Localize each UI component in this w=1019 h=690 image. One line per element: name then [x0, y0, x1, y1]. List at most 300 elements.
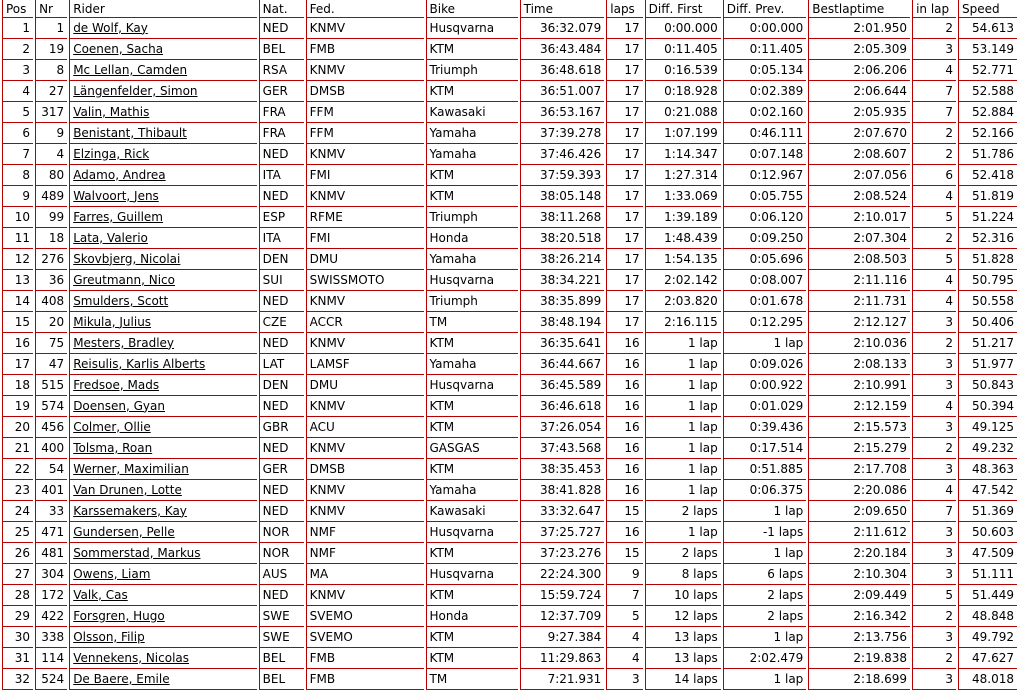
cell-pos: 14: [2, 291, 33, 312]
cell-pos: 25: [2, 522, 33, 543]
cell-speed: 52.588: [958, 81, 1017, 102]
cell-laps: 16: [606, 459, 642, 480]
cell-rider: [69, 480, 256, 501]
rider-link[interactable]: Smulders, Scott: [73, 293, 169, 308]
cell-pos: 21: [2, 438, 33, 459]
cell-nat: RSA: [259, 60, 304, 81]
cell-in-lap: 3: [912, 564, 956, 585]
rider-link[interactable]: Colmer, Ollie: [73, 419, 151, 434]
cell-diff-prev: -1 laps: [723, 522, 807, 543]
cell-diff-first: 14 laps: [645, 669, 721, 690]
cell-in-lap: 2: [912, 228, 956, 249]
cell-nr: 99: [35, 207, 67, 228]
table-row: [2, 102, 1017, 123]
cell-speed: 50.394: [958, 396, 1017, 417]
cell-nr: 471: [35, 522, 67, 543]
cell-time: 12:37.709: [520, 606, 605, 627]
rider-link[interactable]: Mesters, Bradley: [73, 335, 175, 350]
cell-time: 38:26.214: [520, 249, 605, 270]
cell-time: 37:23.276: [520, 543, 605, 564]
cell-time: 38:34.221: [520, 270, 605, 291]
cell-diff-prev: 0:02.160: [723, 102, 807, 123]
table-row: [2, 417, 1017, 438]
cell-fed: KNMV: [306, 501, 424, 522]
cell-speed: 49.125: [958, 417, 1017, 438]
cell-in-lap: 5: [912, 585, 956, 606]
cell-rider: [69, 648, 256, 669]
cell-nat: NED: [259, 480, 304, 501]
rider-link[interactable]: Greutmann, Nico: [73, 272, 175, 287]
table-row: [2, 375, 1017, 396]
cell-diff-prev: 0:06.120: [723, 207, 807, 228]
rider-link[interactable]: De Baere, Emile: [73, 671, 170, 686]
cell-fed: FMB: [306, 669, 424, 690]
table-row: [2, 18, 1017, 39]
cell-rider: [69, 18, 256, 39]
rider-link[interactable]: Lata, Valerio: [73, 230, 148, 245]
cell-time: 36:53.167: [520, 102, 605, 123]
cell-nr: 304: [35, 564, 67, 585]
cell-speed: 50.558: [958, 291, 1017, 312]
cell-pos: 22: [2, 459, 33, 480]
cell-fed: NMF: [306, 522, 424, 543]
cell-rider: [69, 417, 256, 438]
cell-in-lap: 3: [912, 417, 956, 438]
cell-diff-first: 1:39.189: [645, 207, 721, 228]
cell-time: 7:21.931: [520, 669, 605, 690]
cell-nr: 422: [35, 606, 67, 627]
cell-nat: NED: [259, 438, 304, 459]
cell-laps: 17: [606, 165, 642, 186]
cell-bestlaptime: 2:06.644: [808, 81, 910, 102]
table-row: [2, 522, 1017, 543]
cell-bestlaptime: 2:11.612: [808, 522, 910, 543]
cell-diff-prev: 0:11.405: [723, 39, 807, 60]
cell-nr: 33: [35, 501, 67, 522]
cell-speed: 52.884: [958, 102, 1017, 123]
cell-pos: 7: [2, 144, 33, 165]
cell-speed: 51.977: [958, 354, 1017, 375]
cell-nat: SWE: [259, 606, 304, 627]
cell-fed: FMI: [306, 228, 424, 249]
cell-in-lap: 3: [912, 669, 956, 690]
cell-laps: 17: [606, 81, 642, 102]
cell-nr: 36: [35, 270, 67, 291]
cell-nr: 54: [35, 459, 67, 480]
cell-fed: KNMV: [306, 18, 424, 39]
cell-diff-first: 10 laps: [645, 585, 721, 606]
cell-bike: Yamaha: [426, 123, 518, 144]
cell-bestlaptime: 2:08.607: [808, 144, 910, 165]
cell-bestlaptime: 2:13.756: [808, 627, 910, 648]
rider-link[interactable]: Sommerstad, Markus: [73, 545, 201, 560]
cell-diff-prev: 0:01.678: [723, 291, 807, 312]
cell-nr: 524: [35, 669, 67, 690]
cell-bestlaptime: 2:12.127: [808, 312, 910, 333]
cell-laps: 15: [606, 501, 642, 522]
cell-rider: [69, 669, 256, 690]
rider-link[interactable]: Adamo, Andrea: [73, 167, 166, 182]
cell-in-lap: 2: [912, 18, 956, 39]
cell-diff-first: 0:00.000: [645, 18, 721, 39]
cell-diff-first: 1:33.069: [645, 186, 721, 207]
rider-link[interactable]: Mc Lellan, Camden: [73, 62, 188, 77]
table-row: [2, 585, 1017, 606]
cell-speed: 47.542: [958, 480, 1017, 501]
cell-speed: 54.613: [958, 18, 1017, 39]
cell-bike: TM: [426, 312, 518, 333]
cell-in-lap: 3: [912, 459, 956, 480]
cell-fed: FMB: [306, 39, 424, 60]
cell-time: 38:35.899: [520, 291, 605, 312]
rider-link[interactable]: Reisulis, Karlis Alberts: [73, 356, 206, 371]
cell-nat: LAT: [259, 354, 304, 375]
rider-link[interactable]: Valk, Cas: [73, 587, 128, 602]
cell-bike: Yamaha: [426, 354, 518, 375]
cell-diff-prev: 0:51.885: [723, 459, 807, 480]
cell-laps: 17: [606, 144, 642, 165]
cell-fed: MA: [306, 564, 424, 585]
cell-bestlaptime: 2:10.017: [808, 207, 910, 228]
cell-nr: 8: [35, 60, 67, 81]
cell-speed: 52.316: [958, 228, 1017, 249]
cell-bike: KTM: [426, 585, 518, 606]
cell-bestlaptime: 2:07.056: [808, 165, 910, 186]
cell-diff-first: 1 lap: [645, 375, 721, 396]
cell-nat: GER: [259, 459, 304, 480]
cell-diff-first: 13 laps: [645, 627, 721, 648]
cell-speed: 48.848: [958, 606, 1017, 627]
cell-fed: KNMV: [306, 291, 424, 312]
cell-nat: NED: [259, 291, 304, 312]
cell-rider: [69, 186, 256, 207]
rider-link[interactable]: Längenfelder, Simon: [73, 83, 198, 98]
cell-diff-first: 0:21.088: [645, 102, 721, 123]
header-pos: Pos: [2, 0, 33, 18]
cell-time: 37:43.568: [520, 438, 605, 459]
cell-fed: DMU: [306, 249, 424, 270]
cell-time: 22:24.300: [520, 564, 605, 585]
cell-fed: DMSB: [306, 81, 424, 102]
cell-rider: [69, 60, 256, 81]
header-row: [2, 0, 1017, 18]
cell-pos: 31: [2, 648, 33, 669]
cell-time: 36:51.007: [520, 81, 605, 102]
cell-pos: 10: [2, 207, 33, 228]
header-in-lap: in lap: [912, 0, 956, 18]
rider-link[interactable]: Vennekens, Nicolas: [73, 650, 190, 665]
cell-time: 36:48.618: [520, 60, 605, 81]
cell-laps: 17: [606, 207, 642, 228]
cell-bike: Kawasaki: [426, 501, 518, 522]
cell-nat: NED: [259, 501, 304, 522]
cell-nr: 172: [35, 585, 67, 606]
cell-bike: Yamaha: [426, 249, 518, 270]
cell-rider: [69, 459, 256, 480]
cell-nr: 574: [35, 396, 67, 417]
cell-in-lap: 7: [912, 501, 956, 522]
header-laps: laps: [606, 0, 642, 18]
cell-diff-prev: 2 laps: [723, 585, 807, 606]
cell-fed: FMI: [306, 165, 424, 186]
cell-diff-prev: 0:09.250: [723, 228, 807, 249]
rider-link[interactable]: Benistant, Thibault: [73, 125, 187, 140]
cell-pos: 5: [2, 102, 33, 123]
cell-bike: KTM: [426, 648, 518, 669]
cell-bestlaptime: 2:08.524: [808, 186, 910, 207]
cell-bestlaptime: 2:07.304: [808, 228, 910, 249]
cell-rider: [69, 228, 256, 249]
cell-rider: [69, 165, 256, 186]
cell-laps: 16: [606, 522, 642, 543]
cell-nr: 401: [35, 480, 67, 501]
rider-link[interactable]: Gundersen, Pelle: [73, 524, 175, 539]
cell-rider: [69, 144, 256, 165]
cell-nat: NED: [259, 396, 304, 417]
header-time: Time: [520, 0, 605, 18]
cell-bike: Husqvarna: [426, 522, 518, 543]
cell-pos: 27: [2, 564, 33, 585]
cell-bike: KTM: [426, 186, 518, 207]
cell-bike: GASGAS: [426, 438, 518, 459]
cell-bestlaptime: 2:11.116: [808, 270, 910, 291]
cell-fed: DMU: [306, 375, 424, 396]
cell-diff-prev: 2 laps: [723, 606, 807, 627]
cell-speed: 51.828: [958, 249, 1017, 270]
cell-speed: 51.449: [958, 585, 1017, 606]
cell-in-lap: 2: [912, 648, 956, 669]
cell-pos: 32: [2, 669, 33, 690]
cell-laps: 16: [606, 354, 642, 375]
cell-bike: KTM: [426, 333, 518, 354]
cell-bike: Yamaha: [426, 480, 518, 501]
cell-nat: CZE: [259, 312, 304, 333]
cell-time: 33:32.647: [520, 501, 605, 522]
cell-fed: KNMV: [306, 438, 424, 459]
rider-link[interactable]: Werner, Maximilian: [73, 461, 189, 476]
cell-rider: [69, 375, 256, 396]
cell-bestlaptime: 2:08.133: [808, 354, 910, 375]
cell-rider: [69, 291, 256, 312]
cell-diff-prev: 0:08.007: [723, 270, 807, 291]
cell-speed: 51.369: [958, 501, 1017, 522]
cell-fed: SVEMO: [306, 606, 424, 627]
cell-time: 38:35.453: [520, 459, 605, 480]
cell-diff-first: 1:27.314: [645, 165, 721, 186]
cell-nat: NED: [259, 333, 304, 354]
cell-pos: 3: [2, 60, 33, 81]
cell-in-lap: 3: [912, 312, 956, 333]
cell-nr: 75: [35, 333, 67, 354]
cell-nr: 408: [35, 291, 67, 312]
cell-nat: NOR: [259, 543, 304, 564]
cell-diff-prev: 0:39.436: [723, 417, 807, 438]
cell-diff-prev: 0:17.514: [723, 438, 807, 459]
rider-link[interactable]: Karssemakers, Kay: [73, 503, 187, 518]
cell-diff-prev: 0:06.375: [723, 480, 807, 501]
cell-diff-first: 1 lap: [645, 396, 721, 417]
cell-nr: 515: [35, 375, 67, 396]
cell-pos: 30: [2, 627, 33, 648]
rider-link[interactable]: Elzinga, Rick: [73, 146, 150, 161]
cell-laps: 16: [606, 333, 642, 354]
cell-laps: 17: [606, 39, 642, 60]
cell-pos: 26: [2, 543, 33, 564]
cell-time: 36:43.484: [520, 39, 605, 60]
rider-link[interactable]: Coenen, Sacha: [73, 41, 164, 56]
rider-link[interactable]: de Wolf, Kay: [73, 20, 148, 35]
cell-in-lap: 2: [912, 333, 956, 354]
table-row: [2, 333, 1017, 354]
rider-link[interactable]: Mikula, Julius: [73, 314, 152, 329]
cell-laps: 17: [606, 60, 642, 81]
cell-bestlaptime: 2:17.708: [808, 459, 910, 480]
results-body: [2, 18, 1017, 690]
cell-nr: 400: [35, 438, 67, 459]
cell-fed: SWISSMOTO: [306, 270, 424, 291]
cell-diff-first: 2:02.142: [645, 270, 721, 291]
cell-rider: [69, 39, 256, 60]
header-nr: Nr: [35, 0, 67, 18]
cell-time: 15:59.724: [520, 585, 605, 606]
table-row: [2, 123, 1017, 144]
rider-link[interactable]: Van Drunen, Lotte: [73, 482, 182, 497]
rider-link[interactable]: Farres, Guillem: [73, 209, 163, 224]
rider-link[interactable]: Owens, Liam: [73, 566, 151, 581]
cell-speed: 50.843: [958, 375, 1017, 396]
cell-nr: 80: [35, 165, 67, 186]
table-row: [2, 291, 1017, 312]
header-diff-first: Diff. First: [645, 0, 721, 18]
cell-pos: 20: [2, 417, 33, 438]
cell-diff-prev: 0:46.111: [723, 123, 807, 144]
cell-fed: NMF: [306, 543, 424, 564]
table-row: [2, 228, 1017, 249]
cell-bestlaptime: 2:19.838: [808, 648, 910, 669]
cell-in-lap: 2: [912, 438, 956, 459]
cell-fed: KNMV: [306, 144, 424, 165]
cell-time: 37:59.393: [520, 165, 605, 186]
rider-link[interactable]: Walvoort, Jens: [73, 188, 159, 203]
cell-nat: NOR: [259, 522, 304, 543]
cell-bike: TM: [426, 669, 518, 690]
cell-nat: NED: [259, 18, 304, 39]
cell-nat: SWE: [259, 627, 304, 648]
cell-in-lap: 5: [912, 249, 956, 270]
cell-rider: [69, 207, 256, 228]
rider-link[interactable]: Doensen, Gyan: [73, 398, 165, 413]
cell-speed: 47.627: [958, 648, 1017, 669]
cell-time: 36:44.667: [520, 354, 605, 375]
cell-diff-first: 0:18.928: [645, 81, 721, 102]
cell-speed: 51.217: [958, 333, 1017, 354]
table-row: [2, 543, 1017, 564]
rider-link[interactable]: Fredsoe, Mads: [73, 377, 160, 392]
cell-pos: 12: [2, 249, 33, 270]
cell-fed: FMB: [306, 648, 424, 669]
cell-time: 38:48.194: [520, 312, 605, 333]
rider-link[interactable]: Forsgren, Hugo: [73, 608, 165, 623]
cell-pos: 6: [2, 123, 33, 144]
cell-pos: 4: [2, 81, 33, 102]
rider-link[interactable]: Valin, Mathis: [73, 104, 150, 119]
cell-fed: KNMV: [306, 480, 424, 501]
cell-bestlaptime: 2:09.650: [808, 501, 910, 522]
cell-nr: 338: [35, 627, 67, 648]
cell-speed: 47.509: [958, 543, 1017, 564]
table-row: [2, 207, 1017, 228]
table-row: [2, 312, 1017, 333]
cell-bike: Kawasaki: [426, 102, 518, 123]
cell-pos: 11: [2, 228, 33, 249]
cell-nat: GER: [259, 81, 304, 102]
cell-speed: 51.111: [958, 564, 1017, 585]
cell-diff-prev: 0:05.696: [723, 249, 807, 270]
header-bestlaptime: Bestlaptime: [808, 0, 910, 18]
cell-bike: KTM: [426, 81, 518, 102]
cell-in-lap: 6: [912, 165, 956, 186]
cell-bestlaptime: 2:08.503: [808, 249, 910, 270]
cell-laps: 17: [606, 228, 642, 249]
cell-rider: [69, 354, 256, 375]
cell-nr: 481: [35, 543, 67, 564]
rider-link[interactable]: Tolsma, Roan: [73, 440, 153, 455]
cell-rider: [69, 585, 256, 606]
header-speed: Speed: [958, 0, 1017, 18]
cell-time: 37:39.278: [520, 123, 605, 144]
cell-bike: Husqvarna: [426, 375, 518, 396]
cell-bike: Husqvarna: [426, 18, 518, 39]
cell-pos: 18: [2, 375, 33, 396]
table-row: [2, 165, 1017, 186]
cell-time: 11:29.863: [520, 648, 605, 669]
cell-in-lap: 7: [912, 102, 956, 123]
cell-in-lap: 3: [912, 543, 956, 564]
cell-rider: [69, 396, 256, 417]
cell-nr: 1: [35, 18, 67, 39]
cell-bestlaptime: 2:01.950: [808, 18, 910, 39]
cell-speed: 50.406: [958, 312, 1017, 333]
cell-laps: 16: [606, 396, 642, 417]
cell-nr: 4: [35, 144, 67, 165]
cell-bestlaptime: 2:09.449: [808, 585, 910, 606]
cell-rider: [69, 312, 256, 333]
header-bike: Bike: [426, 0, 518, 18]
table-row: [2, 186, 1017, 207]
cell-rider: [69, 501, 256, 522]
cell-nat: AUS: [259, 564, 304, 585]
cell-speed: 51.819: [958, 186, 1017, 207]
cell-laps: 17: [606, 18, 642, 39]
cell-rider: [69, 333, 256, 354]
cell-speed: 52.771: [958, 60, 1017, 81]
cell-nr: 18: [35, 228, 67, 249]
table-row: [2, 144, 1017, 165]
cell-pos: 9: [2, 186, 33, 207]
cell-diff-first: 1 lap: [645, 438, 721, 459]
cell-in-lap: 2: [912, 144, 956, 165]
cell-in-lap: 4: [912, 480, 956, 501]
rider-link[interactable]: Skovbjerg, Nicolai: [73, 251, 181, 266]
cell-bestlaptime: 2:10.036: [808, 333, 910, 354]
cell-fed: ACU: [306, 417, 424, 438]
cell-in-lap: 4: [912, 291, 956, 312]
rider-link[interactable]: Olsson, Filip: [73, 629, 145, 644]
table-row: [2, 564, 1017, 585]
cell-diff-first: 1 lap: [645, 522, 721, 543]
cell-bestlaptime: 2:06.206: [808, 60, 910, 81]
cell-laps: 9: [606, 564, 642, 585]
